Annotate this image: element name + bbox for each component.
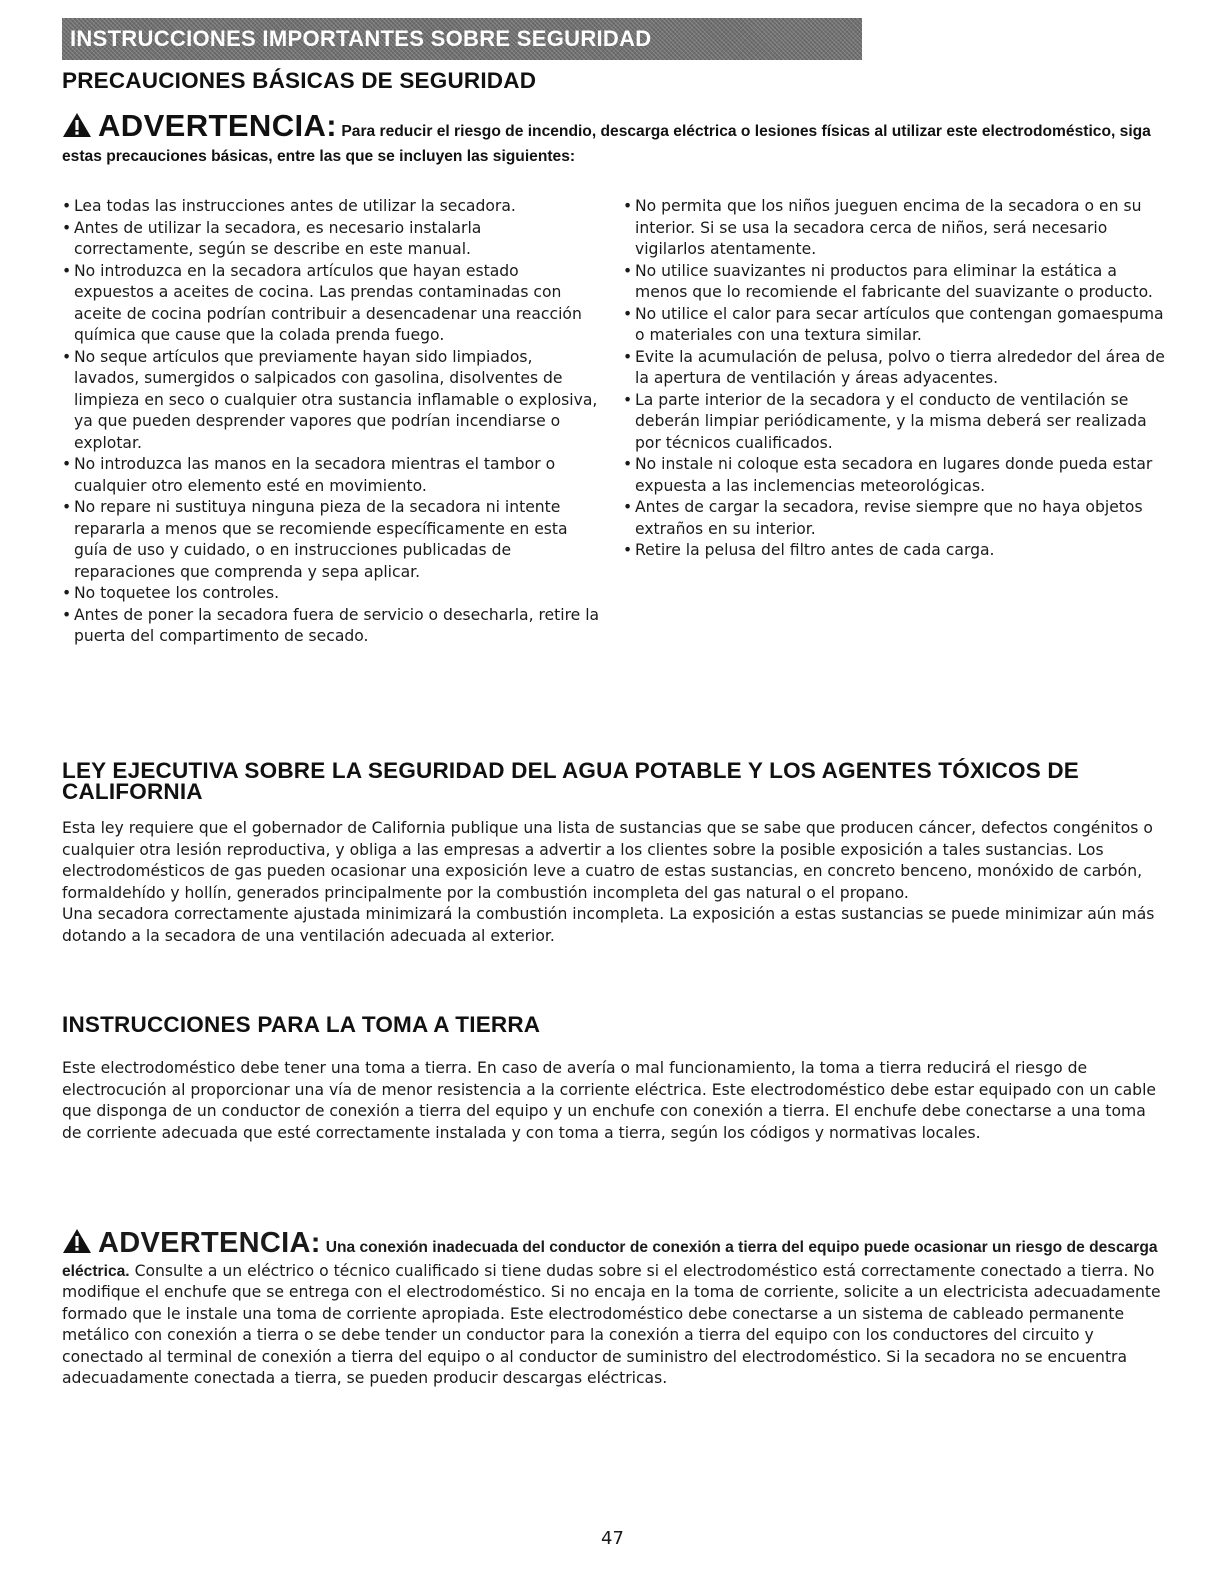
precaution-item: • Antes de cargar la secadora, revise siempre que no haya objetos extraños en su interior. (623, 497, 1168, 540)
basic-warning (62, 108, 1166, 168)
precautions-right-list (623, 196, 1168, 562)
precaution-item: • No utilice el calor para secar artículos que contengan gomaespuma o materiales con una textura similar. (623, 304, 1168, 347)
warning-triangle-icon (62, 112, 92, 145)
grounding-warning-label: ADVERTENCIA: (98, 1227, 321, 1259)
precaution-item: • No instale ni coloque esta secadora en lugares donde pueda estar expuesta a las inclemencias meteorológicas. (623, 454, 1168, 497)
precaution-item: • No utilice suavizantes ni productos para eliminar la estática a menos que lo recomiende el fabricante del suavizante o producto. (623, 261, 1168, 304)
warning-triangle-icon (62, 1228, 92, 1261)
precaution-item: • Retire la pelusa del filtro antes de cada carga. (623, 540, 1168, 562)
precautions-right-column (623, 196, 1168, 562)
precautions-left-list (62, 196, 602, 648)
precaution-item: • No repare ni sustituya ninguna pieza de la secadora ni intente repararla a menos que se recomiende específicamente en esta guía de uso y cuidado, o en instrucciones publicadas de reparaciones que comprenda y sepa aplicar. (62, 497, 602, 583)
precaution-item: • Lea todas las instrucciones antes de utilizar la secadora. (62, 196, 602, 218)
warning-label: ADVERTENCIA: (98, 108, 338, 143)
precaution-item: • Evite la acumulación de pelusa, polvo o tierra alrededor del área de la apertura de ventilación y áreas adyacentes. (623, 347, 1168, 390)
precaution-item: • Antes de utilizar la secadora, es necesario instalarla correctamente, según se describe en este manual. (62, 218, 602, 261)
precautions-left-column (62, 196, 602, 648)
grounding-warning-text: Consulte a un eléctrico o técnico cualificado si tiene dudas sobre si el electrodoméstico está correctamente conectado a tierra. No modifique el enchufe que se entrega con el electrodoméstico. Si no encaja en la toma de corriente, solicite a un electricista adecuadamente formado que le instale una toma de corriente apropiada. Este electrodoméstico debe conectarse a un sistema de cableado permanente metálico con conexión a tierra o se debe tender un conductor para la conexión a tierra del equipo con los conductores del circuito y conectado al terminal de conexión a tierra del equipo o al conductor de suministro del electrodoméstico. Si la secadora no se encuentra adecuadamente conectada a tierra, se pueden producir descargas eléctricas. (62, 1261, 1161, 1387)
section-banner: INSTRUCCIONES IMPORTANTES SOBRE SEGURIDAD (62, 18, 862, 60)
precaution-item: • No toquetee los controles. (62, 583, 602, 605)
page-number: 47 (601, 1528, 624, 1549)
california-paragraph-2: Una secadora correctamente ajustada minimizará la combustión incompleta. La exposición a estas sustancias se puede minimizar aún más dotando a la secadora de una ventilación adecuada al exterior. (62, 905, 1155, 945)
precaution-item: • La parte interior de la secadora y el conducto de ventilación se deberán limpiar periódicamente, y la misma deberá ser realizada por técnicos cualificados. (623, 390, 1168, 455)
precaution-item: • No introduzca en la secadora artículos que hayan estado expuestos a aceites de cocina. Las prendas contaminadas con aceite de cocina podrían contribuir a desencadenar una reacción química que cause que la colada prenda fuego. (62, 261, 602, 347)
grounding-heading: INSTRUCCIONES PARA LA TOMA A TIERRA (62, 1012, 541, 1037)
precaution-item: • No introduzca las manos en la secadora mientras el tambor o cualquier otro elemento esté en movimiento. (62, 454, 602, 497)
grounding-warning (62, 1228, 1166, 1390)
grounding-paragraph: Este electrodoméstico debe tener una toma a tierra. En caso de avería o mal funcionamiento, la toma a tierra reducirá el riesgo de electrocución al proporcionar una vía de menor resistencia a la corriente eléctrica. Este electrodoméstico debe estar equipado con un cable que disponga de un conductor de conexión a tierra del equipo y un enchufe con conexión a tierra. El enchufe debe conectarse a una toma de corriente adecuada que esté correctamente instalada y con toma a tierra, según los códigos y normativas locales. (62, 1059, 1156, 1142)
california-text (62, 818, 1170, 947)
grounding-warning-lead: Una conexión inadecuada del conductor de conexión a tierra del equipo puede ocasionar un riesgo de descarga eléctrica. (62, 1239, 1158, 1280)
warning-text: Para reducir el riesgo de incendio, descarga eléctrica o lesiones físicas al utilizar este electrodoméstico, siga estas precauciones básicas, entre las que se incluyen las siguientes: (62, 123, 1151, 165)
basic-safety-heading: PRECAUCIONES BÁSICAS DE SEGURIDAD (62, 68, 537, 93)
precaution-item: • No permita que los niños jueguen encima de la secadora o en su interior. Si se usa la secadora cerca de niños, será necesario vigilarlos atentamente. (623, 196, 1168, 261)
precaution-item: • No seque artículos que previamente hayan sido limpiados, lavados, sumergidos o salpicados con gasolina, disolventes de limpieza en seco o cualquier otra sustancia inflamable o explosiva, ya que pueden desprender vapores que podrían incendiarse o explotar. (62, 347, 602, 455)
california-heading: LEY EJECUTIVA SOBRE LA SEGURIDAD DEL AGUA POTABLE Y LOS AGENTES TÓXICOS DE CALIFORNIA (62, 758, 1080, 804)
california-paragraph-1: Esta ley requiere que el gobernador de California publique una lista de sustancias que se sabe que producen cáncer, defectos congénitos o cualquier otra lesión reproductiva, y obliga a las empresas a advertir a los clientes sobre la posible exposición a tales sustancias. Los electrodomésticos de gas pueden ocasionar una exposición leve a cuatro de estas sustancias, en concreto benceno, monóxido de carbón, formaldehído y hollín, generados principalmente por la combustión incompleta del gas natural o el propano. (62, 819, 1153, 902)
precaution-item: • Antes de poner la secadora fuera de servicio o desecharla, retire la puerta del compartimento de secado. (62, 605, 602, 648)
